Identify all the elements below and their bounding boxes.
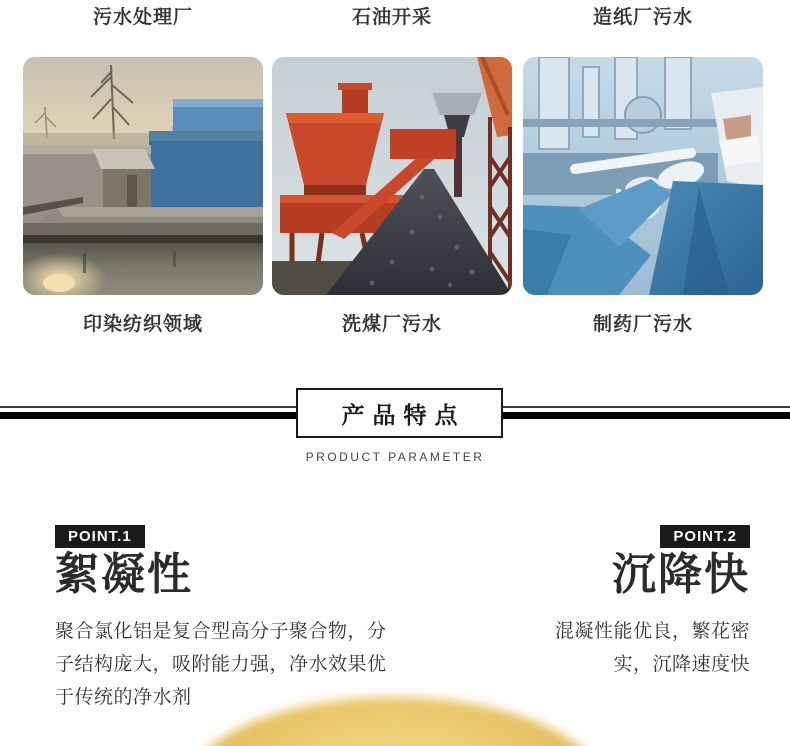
app-bottom-label: 制药厂污水 <box>592 314 693 335</box>
point-heading: 絮凝性 <box>55 550 193 599</box>
point-badge: POINT.2 <box>660 525 750 548</box>
sewage-treatment-plant-illustration <box>23 57 263 295</box>
section-subtitle: PRODUCT PARAMETER <box>305 450 485 464</box>
coal-washing-machinery-illustration <box>272 57 512 295</box>
point-block-1 <box>55 525 425 714</box>
app-bottom-label: 洗煤厂污水 <box>341 314 442 335</box>
point-body: 聚合氯化铝是复合型高分子聚合物，分子结构庞大，吸附能力强，净水效果优于传统的净水剂 <box>55 621 387 708</box>
sewage-treatment-plant-photo <box>23 57 263 295</box>
pharmaceutical-workshop-illustration <box>523 57 763 295</box>
section-title-box <box>296 388 503 438</box>
application-column-3 <box>523 0 763 336</box>
coal-washing-machinery-photo <box>272 57 512 295</box>
section-title: 产品特点 <box>341 401 466 428</box>
pharmaceutical-workshop-photo <box>523 57 763 295</box>
application-column-1 <box>23 0 263 336</box>
point-body: 混凝性能优良，繁花密实，沉降速度快 <box>554 621 750 675</box>
app-bottom-label: 印染纺织领域 <box>82 314 203 335</box>
application-column-2 <box>272 0 512 336</box>
app-top-label: 污水处理厂 <box>92 7 193 28</box>
point-heading: 沉降快 <box>612 550 750 599</box>
point-badge: POINT.1 <box>55 525 145 548</box>
point-block-2 <box>420 525 750 681</box>
app-top-label: 造纸厂污水 <box>592 7 693 28</box>
app-top-label: 石油开采 <box>351 7 432 28</box>
